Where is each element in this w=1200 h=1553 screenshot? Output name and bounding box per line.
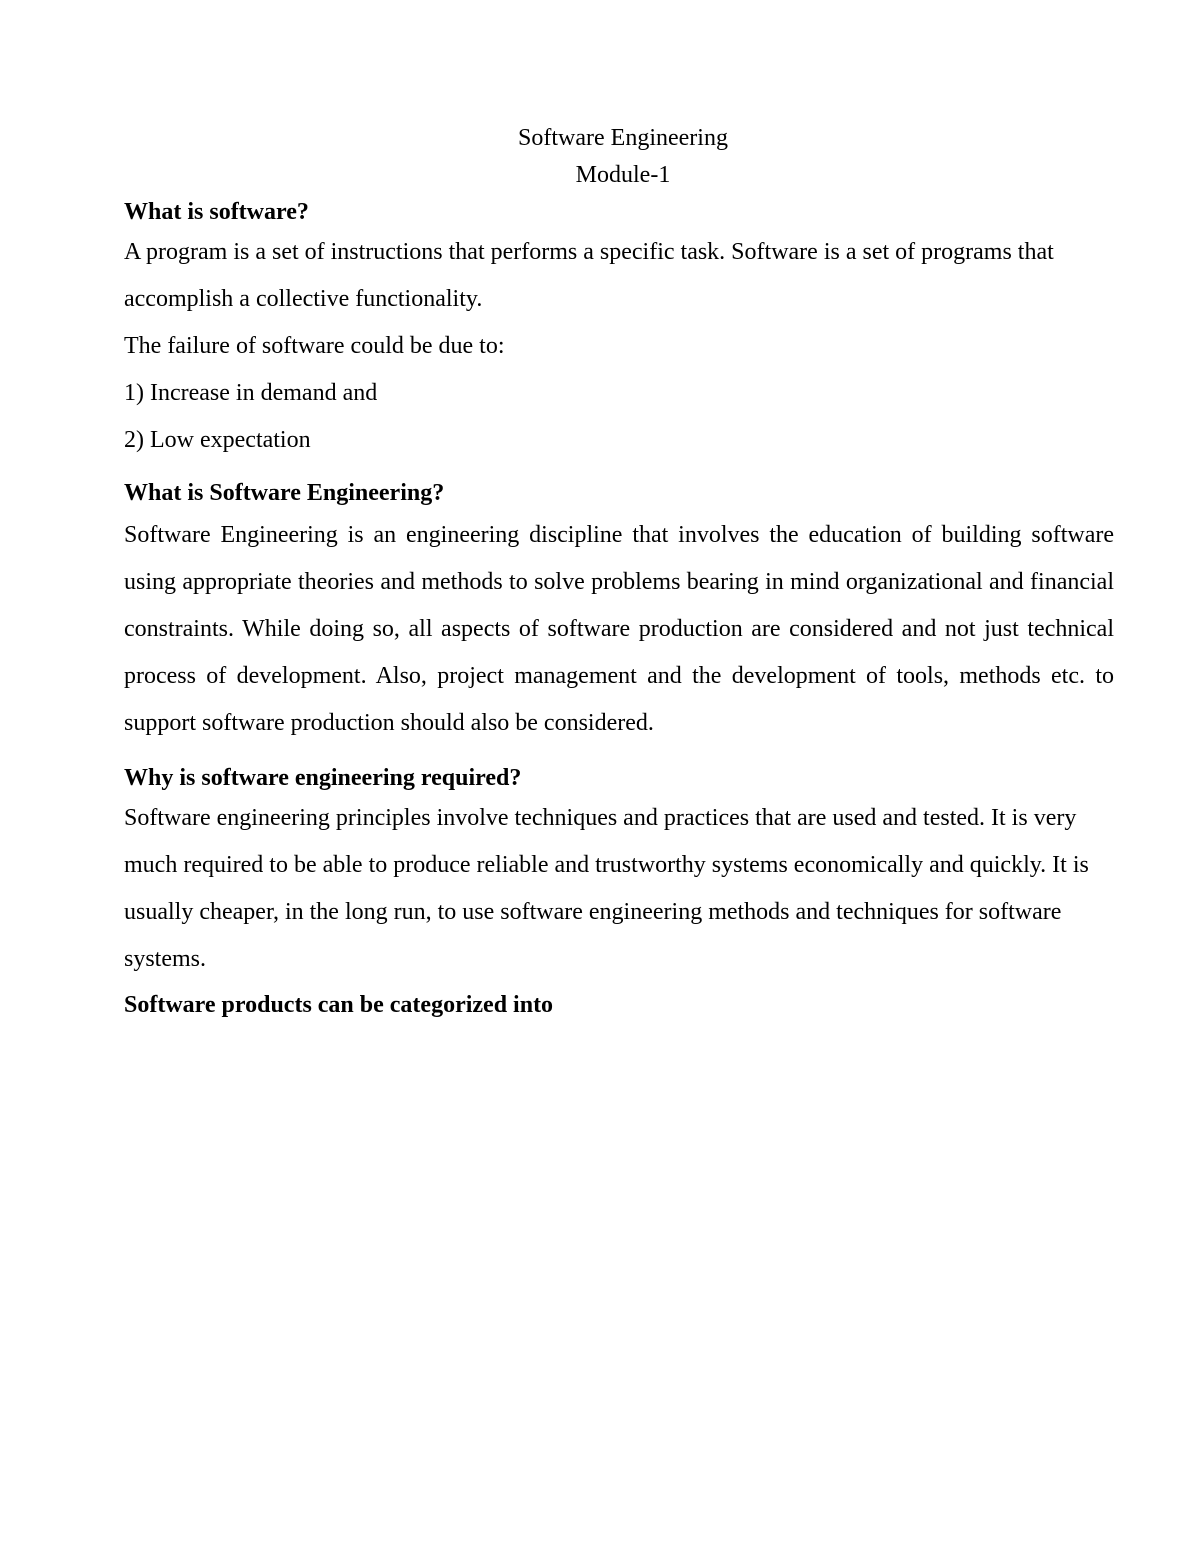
document-page [124,120,1114,1021]
section-why-software-engineering [124,762,1114,983]
section-heading: What is software? [124,199,309,225]
list-item: 1) Increase in demand and [124,380,378,406]
list-item: 2) Low expectation [124,427,311,453]
section-heading: Why is software engineering required? [124,765,522,791]
section-heading: Software products can be categorized into [124,992,554,1018]
section-paragraph: Software Engineering is an engineering discipline that involves the education of building software using appropriate theories and methods to solve problems bearing in mind organizational and financial constraints. While doing so, all aspects of software production are considered and not just technical process of development. Also, project management and the development of tools, methods etc. to support software production should also be considered. [124,522,1114,736]
section-heading: What is Software Engineering? [124,480,445,506]
document-subtitle: Module-1 [575,162,671,188]
section-what-is-software [124,196,1114,464]
section-paragraph: A program is a set of instructions that performs a specific task. Software is a set of programs that accomplish a collective functionality. [124,239,1054,312]
failure-intro: The failure of software could be due to: [124,333,505,359]
document-title: Software Engineering [518,125,728,151]
section-software-products [124,989,1114,1021]
section-what-is-software-engineering [124,477,1114,747]
section-paragraph: Software engineering principles involve techniques and practices that are used and tested. It is very much required to be able to produce reliable and trustworthy systems economically and quickly. It is usually cheaper, in the long run, to use software engineering methods and techniques for software systems. [124,805,1089,972]
